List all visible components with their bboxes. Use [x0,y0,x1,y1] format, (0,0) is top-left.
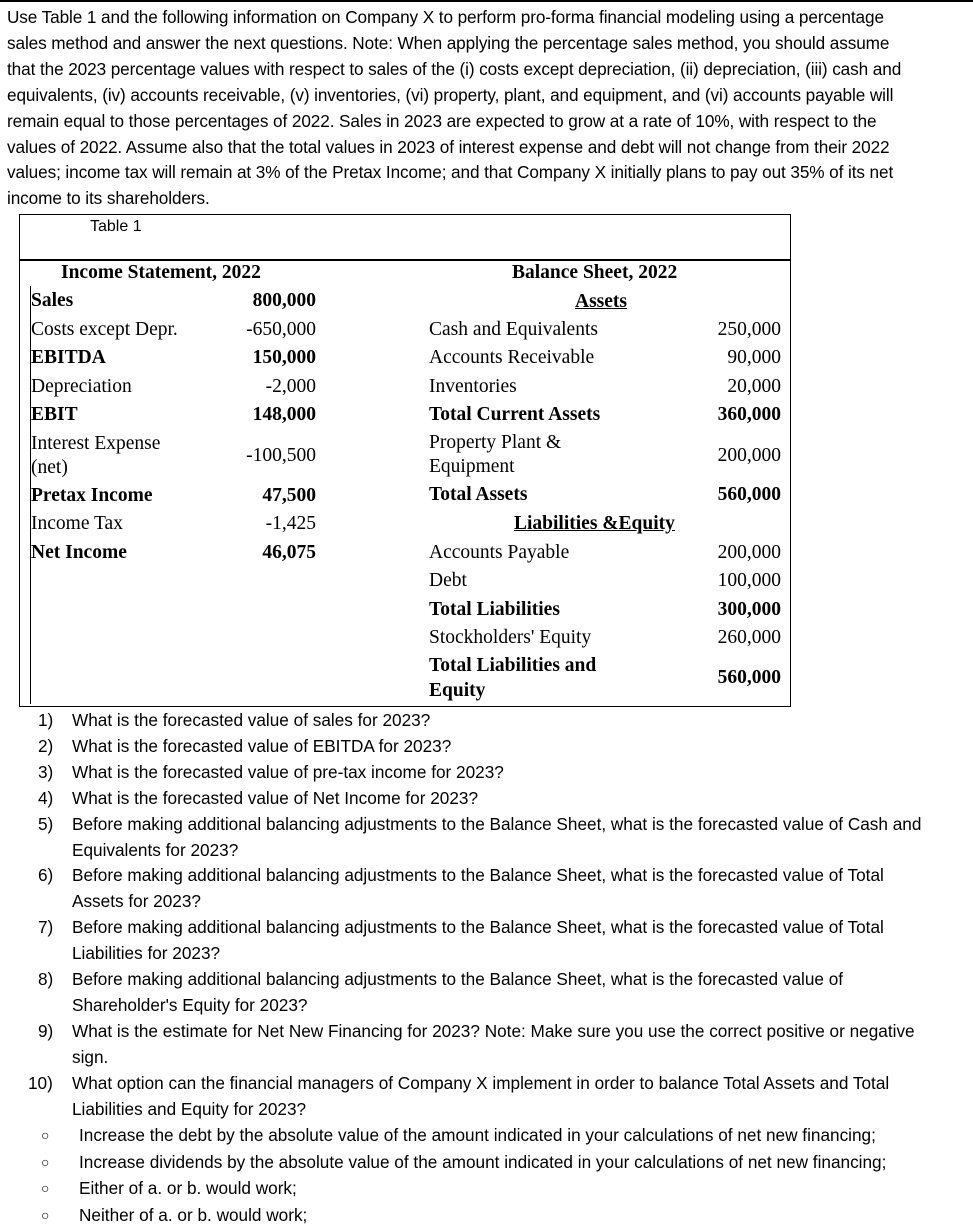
question-text-line: Before making additional balancing adjustments to the Balance Sheet, what is the forecasted value of Cash and [72,812,968,838]
income-row-label: Sales [31,290,73,312]
liability-row-label: Total Liabilities [429,599,560,621]
question-text-line: What option can the financial managers of Company X implement in order to balance Total Assets and Total [72,1071,968,1097]
answer-option-text: Increase the debt by the absolute value of the amount indicated in your calculations of net new financing; [79,1125,876,1145]
question-item [38,812,968,864]
liability-row-label-cont: Equity [429,680,485,702]
income-row-label: Pretax Income [31,485,152,507]
income-row-value: 47,500 [262,485,316,507]
income-row-label-cont: (net) [31,457,68,479]
income-row-value: 150,000 [253,347,316,369]
asset-row-label: Property Plant & [429,432,561,454]
question-number: 8) [38,967,53,993]
asset-row-label: Total Current Assets [429,404,600,426]
intro-line: sales method and answer the next questions. Note: When applying the percentage sales method, you should assume [7,31,967,57]
question-text-line: Before making additional balancing adjustments to the Balance Sheet, what is the forecasted value of Total [72,915,968,941]
radio-circle-icon: ○ [41,1175,49,1202]
question-number: 10) [28,1071,53,1097]
question-text-line: Before making additional balancing adjustments to the Balance Sheet, what is the forecasted value of Total [72,863,968,889]
assets-header: Assets [575,291,627,313]
liability-row-value: 300,000 [718,599,781,621]
liability-row-label: Stockholders' Equity [429,627,591,649]
question-number: 5) [38,812,53,838]
radio-circle-icon: ○ [41,1202,49,1228]
income-row-value: -650,000 [246,319,316,341]
income-row-label: EBITDA [31,347,106,369]
asset-row-value: 360,000 [718,404,781,426]
question-text-line: What is the forecasted value of Net Income for 2023? [72,786,968,812]
intro-line: Use Table 1 and the following information on Company X to perform pro-forma financial modeling using a percentage [7,5,967,31]
question-item [38,734,968,760]
intro-paragraph [7,5,967,212]
question-number: 3) [38,760,53,786]
asset-row-label: Accounts Receivable [429,347,594,369]
question-text-line: What is the estimate for Net New Financing for 2023? Note: Make sure you use the correct positive or negative [72,1019,968,1045]
liability-row-label: Accounts Payable [429,542,569,564]
question-number: 2) [38,734,53,760]
question-number: 9) [38,1019,53,1045]
liability-row-label: Debt [429,570,467,592]
question-number: 7) [38,915,53,941]
top-rule [0,0,973,2]
table-divider [20,259,790,261]
income-row-value: 148,000 [253,404,316,426]
financial-table [19,214,791,707]
question-number: 4) [38,786,53,812]
balance-sheet-title: Balance Sheet, 2022 [512,262,677,284]
question-item [38,760,968,786]
table-caption: Table 1 [90,218,142,236]
income-row-label: Depreciation [31,376,132,398]
question-text-line: Equivalents for 2023? [72,838,968,864]
intro-line: remain equal to those percentages of 2022. Sales in 2023 are expected to grow at a rate of 10%, with respect to the [7,109,967,135]
income-row-label: Interest Expense [31,433,160,455]
answer-option-text: Neither of a. or b. would work; [79,1205,307,1225]
question-number: 6) [38,863,53,889]
answer-option[interactable] [37,1175,886,1202]
question-item [38,967,968,1019]
answer-options [37,1122,886,1228]
intro-line: income to its shareholders. [7,186,967,212]
question-item [38,786,968,812]
answer-option[interactable] [37,1202,886,1228]
question-list [38,708,968,1123]
question-item [38,863,968,915]
asset-row-value: 200,000 [718,445,781,467]
income-row-label: Costs except Depr. [31,319,178,341]
asset-row-value: 90,000 [727,347,781,369]
income-statement-title: Income Statement, 2022 [61,262,261,284]
asset-row-label: Total Assets [429,484,527,506]
question-text-line: Assets for 2023? [72,889,968,915]
income-row-value: -1,425 [266,513,316,535]
liability-row-value: 200,000 [718,542,781,564]
question-text-line: What is the forecasted value of EBITDA for 2023? [72,734,968,760]
liabilities-equity-header: Liabilities &Equity [514,513,675,535]
question-text-line: Before making additional balancing adjustments to the Balance Sheet, what is the forecasted value of [72,967,968,993]
asset-row-label: Cash and Equivalents [429,319,598,341]
income-row-label: EBIT [31,404,78,426]
question-number: 1) [38,708,53,734]
intro-line: equivalents, (iv) accounts receivable, (v) inventories, (vi) property, plant, and equipment, and (vi) accounts payable will [7,83,967,109]
liability-row-value: 100,000 [718,570,781,592]
answer-option[interactable] [37,1149,886,1176]
intro-line: values of 2022. Assume also that the total values in 2023 of interest expense and debt will not change from their 2022 [7,135,967,161]
income-row-value: -100,500 [246,445,316,467]
income-row-value: -2,000 [266,376,316,398]
liability-row-value: 560,000 [718,667,781,689]
asset-row-label-cont: Equipment [429,456,515,478]
liability-row-label: Total Liabilities and [429,655,596,677]
question-text-line: What is the forecasted value of pre-tax income for 2023? [72,760,968,786]
question-item [38,708,968,734]
question-item [38,1019,968,1071]
question-text-line: Shareholder's Equity for 2023? [72,993,968,1019]
answer-option[interactable] [37,1122,886,1149]
question-item [38,1071,968,1123]
radio-circle-icon: ○ [41,1122,49,1149]
answer-option-text: Either of a. or b. would work; [79,1178,297,1198]
intro-line: that the 2023 percentage values with respect to sales of the (i) costs except depreciation, (ii) depreciation, (iii) cash and [7,57,967,83]
asset-row-value: 20,000 [727,376,781,398]
liability-row-value: 260,000 [718,627,781,649]
question-text-line: Liabilities and Equity for 2023? [72,1097,968,1123]
answer-option-text: Increase dividends by the absolute value of the amount indicated in your calculations of net new financing; [79,1152,886,1172]
income-row-label: Income Tax [31,513,123,535]
income-row-value: 800,000 [253,290,316,312]
asset-row-value: 250,000 [718,319,781,341]
question-item [38,915,968,967]
question-text-line: What is the forecasted value of sales for 2023? [72,708,968,734]
asset-row-label: Inventories [429,376,517,398]
question-text-line: sign. [72,1045,968,1071]
income-row-value: 46,075 [262,542,316,564]
intro-line: values; income tax will remain at 3% of the Pretax Income; and that Company X initially plans to pay out 35% of its net [7,160,967,186]
radio-circle-icon: ○ [41,1149,49,1176]
question-text-line: Liabilities for 2023? [72,941,968,967]
asset-row-value: 560,000 [718,484,781,506]
income-row-label: Net Income [31,542,127,564]
